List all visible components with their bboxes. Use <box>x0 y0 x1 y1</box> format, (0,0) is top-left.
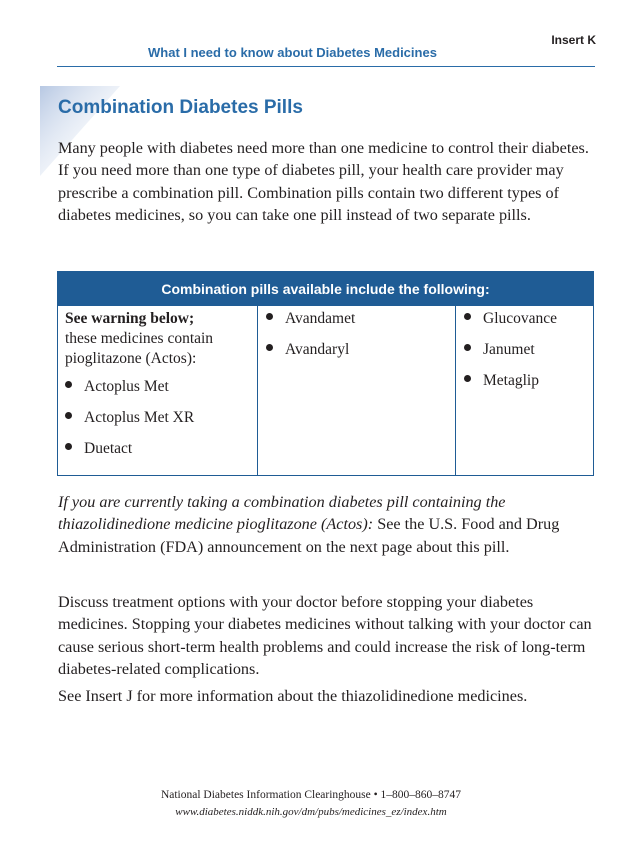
pill-name: Janumet <box>483 341 535 358</box>
list-item <box>65 439 253 470</box>
pill-list <box>266 309 451 371</box>
intro-paragraph: Many people with diabetes need more than one medicine to control their diabetes. If you need more than one type of diabetes pill, your health care provider may prescribe a combination pill. Combination pills contain two different types of diabetes medicines, so you can take one pill instead of two separate pills. <box>58 139 589 224</box>
warning-label: See warning below; <box>65 310 195 327</box>
pill-name: Actoplus Met XR <box>84 409 195 426</box>
pill-name: Metaglip <box>483 372 539 389</box>
combination-pills-table <box>57 271 594 476</box>
list-item <box>65 408 253 439</box>
table-column-three <box>456 306 593 475</box>
bullet-icon <box>65 381 72 388</box>
bullet-icon <box>464 375 471 382</box>
bullet-icon <box>464 313 471 320</box>
insert-label: Insert K <box>551 33 596 47</box>
pill-name: Avandamet <box>285 310 356 327</box>
table-column-pioglitazone <box>58 306 258 475</box>
bullet-icon <box>65 443 72 450</box>
pill-list <box>464 309 589 402</box>
footer-url: www.diabetes.niddk.nih.gov/dm/pubs/medicines_ez/index.htm <box>175 806 447 818</box>
list-item <box>464 309 589 340</box>
discuss-treatment-paragraph: Discuss treatment options with your doctor before stopping your diabetes medicines. Stopping your diabetes medicines without talking with your doctor can cause serious short-term health problems and could increase the risk of long-term diabetes-related complications. <box>58 593 592 678</box>
running-header-title: What I need to know about Diabetes Medicines <box>148 45 437 60</box>
table-body <box>58 306 593 475</box>
bullet-icon <box>65 412 72 419</box>
list-item <box>65 377 253 408</box>
warning-italic-text: If you are currently taking a combination diabetes pill containing the thiazolidinedione medicine pioglitazone (Actos): <box>58 493 506 534</box>
pill-name: Glucovance <box>483 310 558 327</box>
table-column-two <box>258 306 456 475</box>
warning-text: these medicines contain pioglitazone (Actos): <box>65 330 214 367</box>
page-footer <box>0 787 638 821</box>
pill-name: Actoplus Met <box>84 378 169 395</box>
section-title: Combination Diabetes Pills <box>58 97 303 118</box>
list-item <box>464 371 589 402</box>
list-item <box>464 340 589 371</box>
pill-list <box>65 377 253 470</box>
pill-name: Duetact <box>84 440 133 457</box>
bullet-icon <box>266 344 273 351</box>
header-divider <box>57 66 595 67</box>
list-item <box>266 340 451 371</box>
pill-name: Avandaryl <box>285 341 350 358</box>
fda-warning-paragraph <box>58 491 598 558</box>
bullet-icon <box>266 313 273 320</box>
list-item <box>266 309 451 340</box>
footer-clearinghouse: National Diabetes Information Clearinghouse • 1–800–860–8747 <box>160 789 462 801</box>
insert-j-paragraph: See Insert J for more information about the thiazolidinedione medicines. <box>58 687 528 705</box>
table-header: Combination pills available include the following: <box>58 272 593 306</box>
warning-rest-text: See the U.S. Food and Drug Administration (FDA) announcement on the next page about this pill. <box>58 515 560 556</box>
bullet-icon <box>464 344 471 351</box>
